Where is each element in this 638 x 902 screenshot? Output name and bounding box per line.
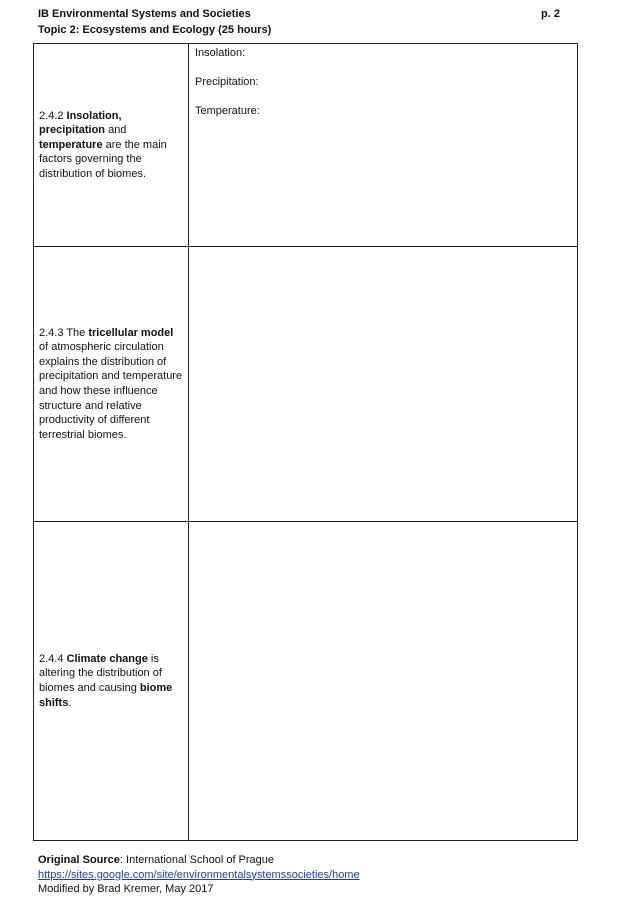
statement-wrapper xyxy=(34,247,188,521)
source-url-line xyxy=(38,868,598,883)
statement-wrapper xyxy=(34,44,188,246)
page-footer xyxy=(38,853,598,897)
statement-text: of atmospheric circulation explains the distribution of precipitation and temperature and how these influence structure and relative productivity of different terrestrial biomes. xyxy=(39,341,183,441)
table-row xyxy=(34,522,578,841)
statement-keyword: Insolation, xyxy=(66,109,122,122)
statement-cell-2-4-2 xyxy=(34,44,189,247)
prompt-insolation: Insolation: xyxy=(195,47,246,59)
table-row xyxy=(34,247,578,522)
answer-cell-2-4-2[interactable] xyxy=(189,44,578,247)
statement-keyword: precipitation xyxy=(39,124,106,137)
prompt-temperature: Temperature: xyxy=(195,105,260,117)
statement-text: and xyxy=(105,124,127,137)
source-line xyxy=(38,853,598,868)
statement-number: 2.4.3 The xyxy=(39,326,89,339)
topic-title: Topic 2: Ecosystems and Ecology (25 hours) xyxy=(38,24,272,36)
prompt-list xyxy=(189,44,577,118)
answer-cell-2-4-3[interactable] xyxy=(189,247,578,522)
statement-keyword: biome shifts xyxy=(39,682,173,709)
statement-cell-2-4-4 xyxy=(34,522,189,841)
source-link[interactable]: https://sites.google.com/site/environmentalsystemssocieties/home xyxy=(38,868,360,881)
statement-2-4-2 xyxy=(39,109,183,182)
statement-text: are the main factors governing the distribution of biomes. xyxy=(39,138,167,180)
course-title: IB Environmental Systems and Societies xyxy=(38,8,251,20)
statement-keyword: Climate change xyxy=(66,652,148,665)
statement-2-4-4 xyxy=(39,652,183,710)
statement-wrapper xyxy=(34,522,188,840)
statement-text: . xyxy=(68,696,72,709)
source-label: Original Source xyxy=(38,854,120,866)
statement-keyword: temperature xyxy=(39,138,103,151)
statement-number: 2.4.4 xyxy=(39,652,67,665)
source-text: : International School of Prague xyxy=(119,854,275,866)
modified-note: Modified by Brad Kremer, May 2017 xyxy=(38,883,214,896)
statement-keyword: tricellular model xyxy=(88,326,174,339)
statement-2-4-3 xyxy=(39,326,183,443)
statement-text: is altering the distribution of biomes and causing xyxy=(39,652,162,694)
statement-cell-2-4-3 xyxy=(34,247,189,522)
page-header xyxy=(38,6,560,38)
header-row xyxy=(38,6,560,22)
statement-number: 2.4.2 xyxy=(39,109,67,122)
table-row xyxy=(34,44,578,247)
worksheet-table xyxy=(33,43,578,841)
answer-cell-2-4-4[interactable] xyxy=(189,522,578,841)
page-number: p. 2 xyxy=(541,8,560,20)
prompt-precipitation: Precipitation: xyxy=(195,76,259,88)
